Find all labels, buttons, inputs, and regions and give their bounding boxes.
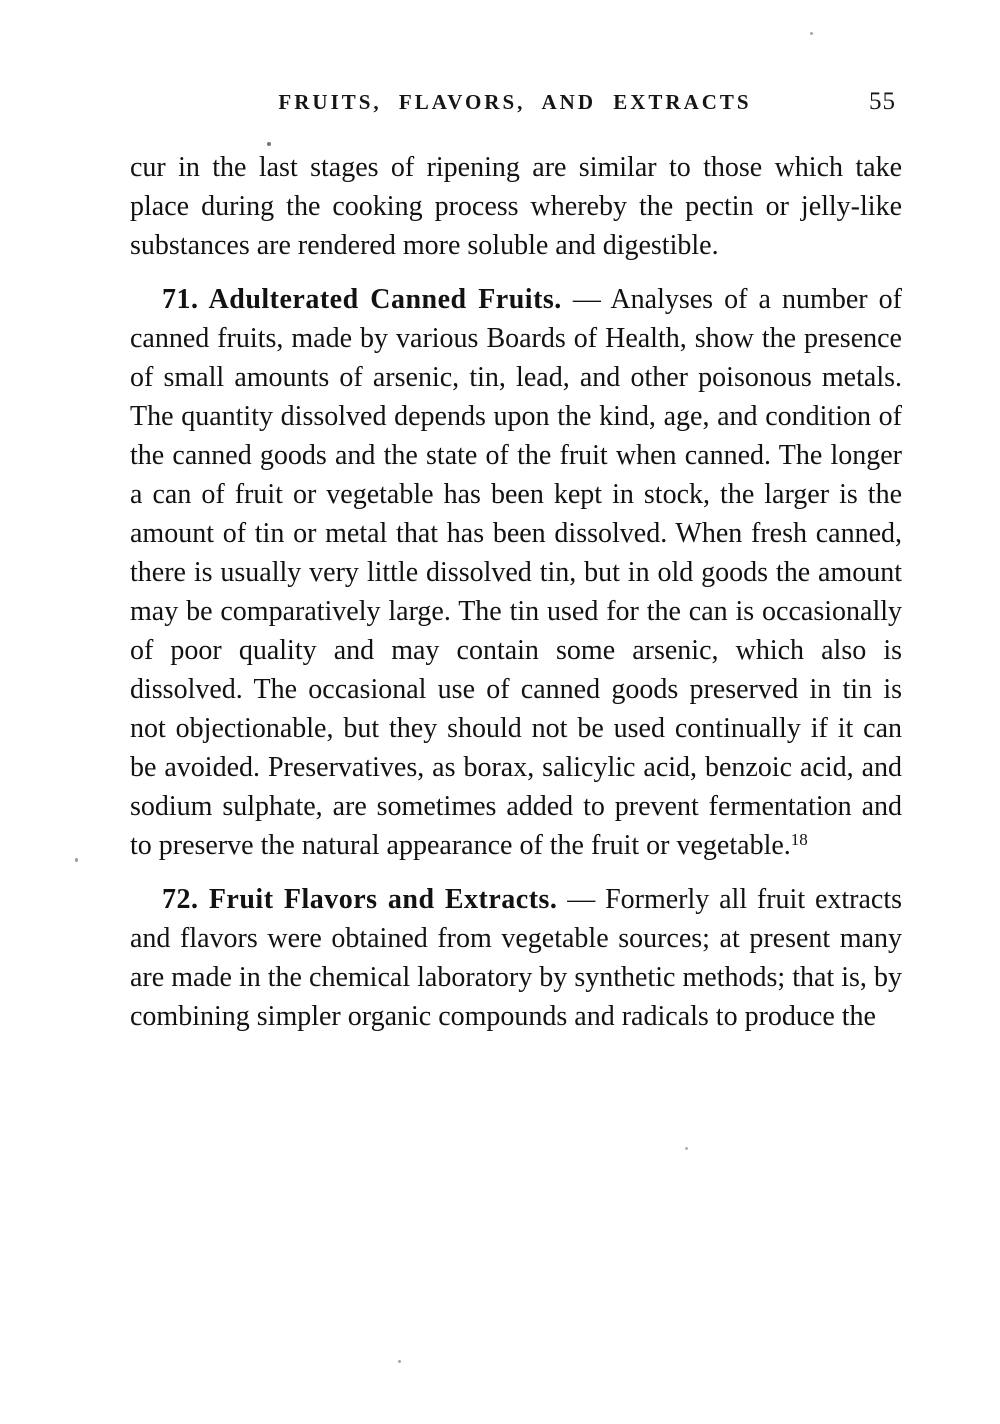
page-body [130, 148, 902, 1051]
section-heading-72: 72. Fruit Flavors and Extracts. [162, 884, 558, 915]
scan-speck [398, 1360, 401, 1363]
footnote-reference: 18 [790, 830, 808, 849]
page-header [130, 90, 900, 124]
scan-speck [267, 142, 271, 146]
paragraph-text: Formerly all fruit extracts and flavors were obtained from vegetable sources; at present many are made in the chemical laboratory by synthetic methods; that is, by combining simpler organic compounds and radicals to produce the [130, 884, 903, 1032]
paragraph-text: Analyses of a number of canned fruits, made by various Boards of Health, show the presence of small amounts of arsenic, tin, lead, and other poisonous metals. The quantity dissolved depends upon the kind, age, and condition of the canned goods and the state of the fruit when canned. The longer a can of fruit or vegetable has been kept in stock, the larger is the amount of tin or metal that has been dissolved. When fresh canned, there is usually very little dissolved tin, but in old goods the amount may be comparatively large. The tin used for the can is occasionally of poor quality and may contain some arsenic, which also is dissolved. The occasional use of canned goods preserved in tin is not objectionable, but they should not be used continually if it can be avoided. Preservatives, as borax, salicylic acid, benzoic acid, and sodium sulphate, are sometimes added to prevent fermentation and to preserve the natural appearance of the fruit or vegetable. [130, 284, 902, 861]
em-dash: — [561, 284, 611, 315]
scan-speck [685, 1147, 688, 1150]
page-number: 55 [869, 88, 896, 115]
paragraph-72 [130, 880, 902, 1036]
paragraph-71 [130, 280, 902, 865]
em-dash: — [557, 884, 606, 915]
paragraph-text: cur in the last stages of ripening are similar to those which take place during the cooking process whereby the pectin or jelly-like substances are rendered more soluble and digestible. [130, 152, 902, 261]
scan-speck [810, 32, 813, 35]
paragraph-continuation [130, 148, 902, 265]
running-title: FRUITS, FLAVORS, AND EXTRACTS [278, 90, 752, 114]
scan-speck [75, 858, 78, 862]
section-heading-71: 71. Adulterated Canned Fruits. [162, 284, 562, 315]
